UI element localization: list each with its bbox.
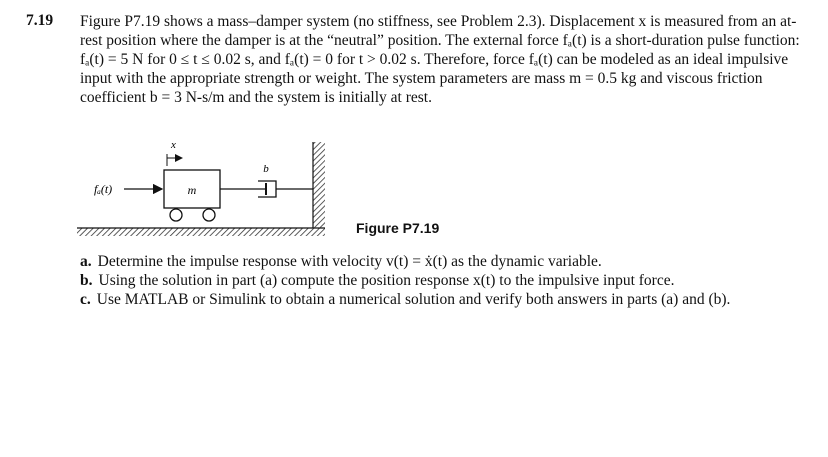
wall	[313, 142, 325, 228]
x-label: x	[171, 139, 176, 151]
ground	[77, 228, 325, 236]
problem-text: Figure P7.19 shows a mass–damper system (no stiffness, see Problem 2.3). Displacement x is measured from an at-rest position where the damper is at the “neutral” position. The external force fₐ(t) is a short-duration pulse function: fₐ(t) = 5 N for 0 ≤ t ≤ 0.02 s, and fₐ(t) = 0 for t > 0.02 s. Therefore, force fₐ(t) can be modeled as an ideal impulsive input with the appropriate strength or weight. The system parameters are mass m = 0.5 kg and viscous friction coefficient b = 3 N-s/m and the system is initially at rest.	[80, 13, 800, 106]
part-text: Use MATLAB or Simulink to obtain a numerical solution and verify both answers in parts (a) and (b).	[96, 291, 731, 308]
question-parts	[80, 252, 820, 309]
mass-damper-diagram	[72, 130, 337, 245]
part-label: c.	[80, 291, 91, 308]
damper-label: b	[263, 163, 269, 175]
part-text: Determine the impulse response with velocity v(t) = ẋ(t) as the dynamic variable.	[97, 253, 602, 270]
part-a	[80, 252, 820, 271]
figure-caption: Figure P7.19	[356, 220, 440, 236]
wheel-right	[203, 209, 215, 221]
wheel-left	[170, 209, 182, 221]
part-c	[80, 290, 820, 309]
part-label: a.	[80, 253, 92, 270]
part-label: b.	[80, 272, 93, 289]
part-text: Using the solution in part (a) compute the position response x(t) to the impulsive input force.	[98, 272, 675, 289]
mass-label: m	[187, 183, 197, 197]
mass-damper-figure	[72, 130, 337, 245]
force-label: fₐ(t)	[94, 182, 113, 196]
problem-number: 7.19	[26, 12, 54, 29]
part-b	[80, 271, 820, 290]
